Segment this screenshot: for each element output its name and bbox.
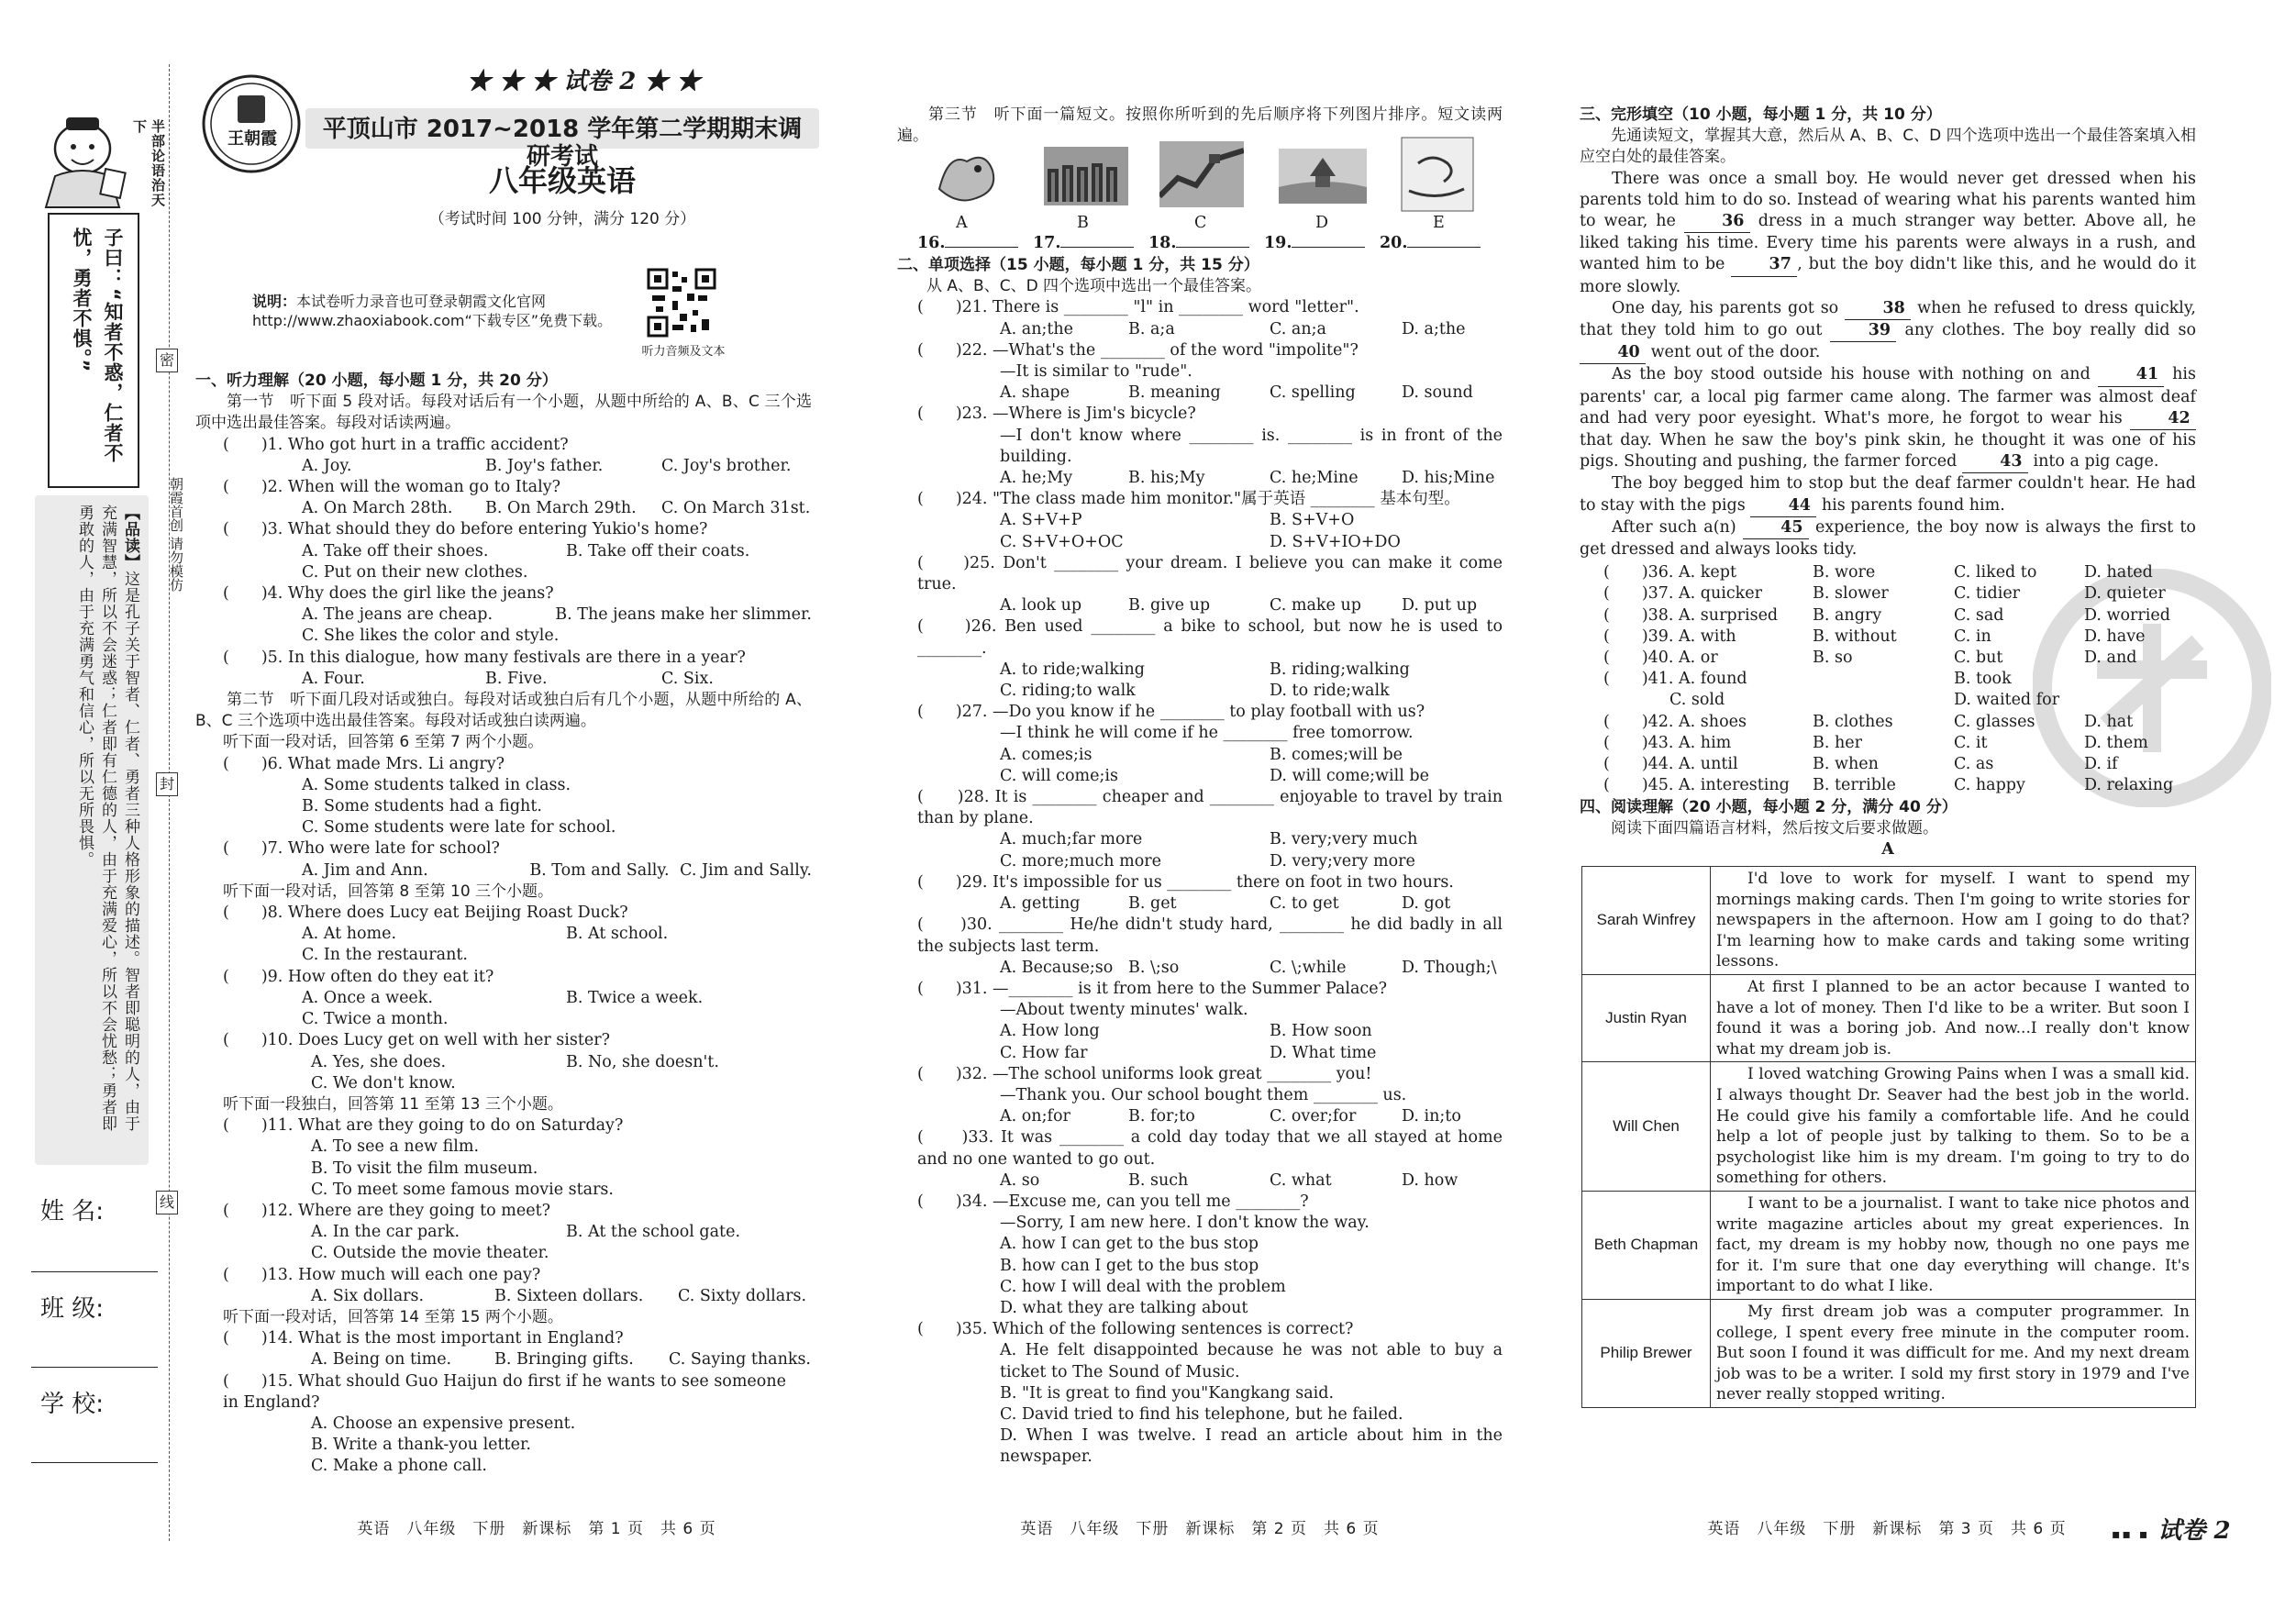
picture-label-d: D	[1315, 214, 1329, 232]
q6: ( )6. What made Mrs. Li angry?	[223, 754, 505, 773]
class-field[interactable]	[31, 1367, 158, 1368]
part4-title: 四、阅读理解（20 小题，每小题 2 分，满分 40 分）	[1580, 797, 1958, 816]
part1-s1-intro: 第一节 听下面 5 段对话。每段对话后有一个小题，从题中所给的 A、B、C 三个选项中选出最佳答案。每段对话读两遍。	[195, 393, 812, 433]
cloze-q45: ( )45. A. interesting B. terrible C. happy D. relaxing	[1603, 776, 2174, 795]
cloze-paragraph-3: As the boy stood outside his house with nothing on and 41 his parents' car, a local pig farmer came along. The farmer was almost deaf and had very poor eyesight. What's more, he forgot to wear his 42 that day. When he saw the boy's pink skin, he thought it was one of his pigs. Shouting and pushing, the farmer forced 43 into a pig cage.	[1580, 364, 2196, 473]
reading-table	[1581, 866, 2196, 1408]
picture-label-e: E	[1433, 214, 1445, 232]
table-row: Justin Ryan At first I planned to be an actor because I wanted to have a lot of money. Then I'd like to be a writer. But soon I found it was a boring job. And now...I really don't know what my dream job is.	[1582, 975, 2196, 1062]
q25: ( )25. Don't ________ your dream. I believe you can make it come true.	[917, 553, 1503, 594]
picture-b-terracotta-icon	[1044, 147, 1128, 205]
q26: ( )26. Ben used ________ a bike to school, but now he is used to ________.	[917, 617, 1503, 658]
cloze-blank-40[interactable]: 40	[1580, 342, 1646, 364]
part1-s3-intro: 第三节 听下面一篇短文。按照你所听到的先后顺序将下列图片排序。短文读两遍。	[897, 105, 1503, 146]
cloze-blank-44[interactable]: 44	[1750, 495, 1816, 517]
q1: ( )1. Who got hurt in a traffic accident?	[223, 435, 569, 454]
table-row: Sarah Winfrey I'd love to work for myself. I want to spend my mornings making cards. Then I'm going to write stories for newspapers in the afternoon. How am I going to do that? I'm learning how to make cards and taking some writing lessons.	[1582, 867, 2196, 975]
cloze-blank-41[interactable]: 41	[2098, 364, 2164, 386]
q24: ( )24. "The class made him monitor."属于英语 ________ 基本句型。	[917, 490, 1460, 509]
exam-title: 平顶山市 2017~2018 学年第二学期期末调研考试	[322, 116, 803, 171]
page-1	[188, 0, 812, 1597]
part2-grammar: 二、单项选择（15 小题，每小题 1 分，共 15 分） 从 A、B、C、D 四个选项中选出一个最佳答案。 ( )21. There is ________ "l" in ________ word "letter". A. an;the B. a;a C. an;a D. a;the ( )22. —What's the ________ of the word "impolite"? —It is similar to "rude". A. shape B. meaning C. spelling D. sound ( )23. —Where is Jim's bicycle? —I don't know where ________ is. ________ is in front of the building. A. he;My B. his;My C. he;Mine D. his;Mine ( )24. "The class made him monitor."属于英语 ________ 基本句型。 A. S+V+P B. S+V+O C. S+V+O+OC D. S+V+IO+DO ( )25. Don't ________ your dream. I believe you can make it come true. A. look up B. give up C. make up D. put up ( )26. Ben used ________ a bike to school, but now he is used to ________. A. to ride;walking B. riding;walking C. riding;to walk D. to ride;walk ( )27. —Do you know if he ________ to play football with us? —I think he will come if he ________ free tomorrow. A. comes;is B. comes;will be C. will come;is D. will come;will be ( )28. It is ________ cheaper and ________ enjoyable to travel by train than by plane. A. much;far more B. very;very much C. more;much more D. very;very more ( )29. It's impossible for us ________ there on foot in two hours. A. getting B. get C. to get D. got ( )30. ________ He/he didn't study hard, ________ he did badly in all the subjects last term. A. Because;so B. \;so C. \;while D. Though;\ ( )31. —________ is it from here to the Summer Palace? —About twenty minutes' walk. A. How long B. How soon C. How far D. What time ( )32. —The school uniforms look great ________ you! —Thank you. Our school bought them ________ us. A. on;for B. for;to C. over;for D. in;to ( )33. It was ________ a cold day today that we all stayed at home and no one wanted to go out. A. so B. such C. what D. how ( )34. —Excuse me, can you tell me ________? —Sorry, I am new here. I don't know the way. A. how I can get to the bus stop B. how can I get to the bus stop C. how I will deal with the problem D. what they are talking about ( )35. Which of the following sentences is correct? A. He felt disappointed because he was not able to buy a ticket to The Sound of Music. B. "It is great to find you"Kangkang said. C. David tried to find his telephone, but he failed. D. When I was twelve. I read an article about him in the newspaper.	[897, 255, 1507, 1469]
page-3	[1580, 0, 2231, 1597]
cloze-q41: ( )41. A. found B. took	[1603, 670, 2012, 689]
pindu-text: 这是孔子关于智者、仁者、勇者三种人格形象的描述。智者即聪明的人，由于充满智慧，所以不会迷惑；仁者即有仁德的人，由于充满爱心，所以不会忧愁；勇者即勇敢的人，由于充满勇气和信心，所以无所畏惧。	[75, 505, 139, 1132]
q2: ( )2. When will the woman go to Italy?	[223, 478, 560, 497]
cloze-q44: ( )44. A. until B. when C. as D. if	[1603, 755, 2118, 774]
blank-19[interactable]	[1292, 247, 1365, 248]
cloze-options	[1580, 562, 2196, 796]
picture-label-b: B	[1077, 214, 1089, 232]
part2-intro: 从 A、B、C、D 四个选项中选出一个最佳答案。	[926, 277, 1262, 296]
cloze-paragraph-1: There was once a small boy. He would never get dressed when his parents told him to do so. Instead of wearing what his parents wanted him to wear, he 36 dress in a much stranger way better. Above all, he liked taking his time. Every time his parents were always in a rush, and wanted him to be 37 , but the boy didn't like this, and he would do it more slowly.	[1580, 169, 2196, 296]
part3-cloze	[1580, 105, 2196, 1408]
quote-text: 子曰：“知者不惑，仁者不忧，勇者不惧。”	[71, 227, 124, 463]
cloze-blank-39[interactable]: 39	[1830, 320, 1896, 342]
blank-20[interactable]	[1407, 247, 1481, 248]
school-field[interactable]	[31, 1462, 158, 1463]
cloze-q40: ( )40. A. or B. so C. but D. and	[1603, 649, 2137, 668]
group-8-10: 听下面一段对话，回答第 8 至第 10 三个小题。	[223, 882, 554, 901]
cloze-paragraph-5: After such a(n) 45 experience, the boy now is always the first to get dressed and always looks tidy.	[1580, 517, 2196, 560]
seal-mi: 密	[156, 349, 178, 372]
cloze-blank-43[interactable]: 43	[1962, 451, 2028, 473]
cloze-blank-42[interactable]: 42	[2130, 408, 2196, 430]
seal-feng: 封	[156, 772, 178, 796]
page-2	[897, 0, 1507, 1597]
q23: ( )23. —Where is Jim's bicycle?	[917, 405, 1196, 424]
order-blanks: 16. 17. 18. 19. 20.	[917, 233, 1504, 254]
cloze-paragraph-2: One day, his parents got so 38 when he refused to dress quickly, that they told him to go out 39 any clothes. The boy really did so 40 went out of the door.	[1580, 298, 2196, 365]
exam-subtitle: 八年级英语	[488, 163, 636, 198]
q10: ( )10. Does Lucy get on well with her sister?	[223, 1031, 610, 1050]
q31: ( )31. —________ is it from here to the Summer Palace?	[917, 979, 1387, 998]
q7: ( )7. Who were late for school?	[223, 839, 500, 859]
table-row: Beth Chapman I want to be a journalist. I want to take nice photos and write magazine articles about my great experiences. In fact, my dream is my hobby now, though no one pays me for it. I'm sure that one day everything will change. It's important to do what I like.	[1582, 1192, 2196, 1300]
blank-16[interactable]	[945, 247, 1018, 248]
slogan: 半部论语治天下	[131, 119, 166, 207]
table-row: Philip Brewer My first dream job was a computer programmer. In college, I spent every free minute in the computer room. But soon I found it was difficult for me. And my next dream job was to be a writer. I sold my first story in 1979 and I've never really stopped writing.	[1582, 1299, 2196, 1407]
q8: ( )8. Where does Lucy eat Beijing Roast Duck?	[223, 904, 628, 923]
cloze-paragraph-4: The boy begged him to stop but the deaf farmer couldn't hear. He had to stay with the pigs 44 his parents found him.	[1580, 473, 2196, 516]
exam-badge: ★ ★ ★ 试卷 2 ★ ★	[467, 68, 701, 95]
blank-17[interactable]	[1060, 247, 1134, 248]
footer-page-3: 英语 八年级 下册 新课标 第 3 页 共 6 页	[1707, 1519, 2067, 1538]
q4: ( )4. Why does the girl like the jeans?	[223, 584, 554, 604]
q3: ( )3. What should they do before entering Yukio's home?	[223, 520, 708, 539]
blank-18[interactable]	[1176, 247, 1249, 248]
picture-label-a: A	[956, 214, 968, 232]
q21: ( )21. There is ________ "l" in ________ word "letter".	[917, 298, 1359, 317]
q11: ( )11. What are they going to do on Saturday?	[223, 1116, 624, 1136]
part3-title: 三、完形填空（10 小题，每小题 1 分，共 10 分）	[1580, 105, 1942, 124]
seal-xian: 线	[156, 1191, 178, 1214]
qr-code-icon[interactable]	[647, 268, 716, 338]
part4-intro: 阅读下面四篇语言材料，然后按文后要求做题。	[1611, 818, 1938, 837]
sidebar	[0, 0, 184, 1597]
part3-intro: 先通读短文，掌握其大意，然后从 A、B、C、D 四个选项中选出一个最佳答案填入相应空白处的最佳答案。	[1580, 127, 2196, 167]
q15: ( )15. What should Guo Haijun do first if he wants to see someone in England?	[223, 1371, 786, 1412]
picture-row	[930, 143, 1481, 235]
q28: ( )28. It is ________ cheaper and ________ enjoyable to travel by train than by plane.	[917, 788, 1503, 828]
footer-dots-icon: ▪▪ ▪	[2112, 1526, 2150, 1542]
picture-e-dragon-boat-icon	[1400, 136, 1475, 213]
cloze-blank-36[interactable]: 36	[1684, 211, 1750, 233]
group-14-15: 听下面一段对话，回答第 14 至第 15 两个小题。	[223, 1307, 563, 1326]
q34: ( )34. —Excuse me, can you tell me ________?	[917, 1192, 1309, 1211]
name-field[interactable]	[31, 1271, 158, 1272]
school-label: 学 校:	[40, 1391, 105, 1418]
cloze-blank-37[interactable]: 37	[1731, 254, 1797, 276]
passage-a-label: A	[1881, 839, 1894, 859]
part2-title: 二、单项选择（15 小题，每小题 1 分，共 15 分）	[897, 256, 1259, 274]
logo-seal-icon	[201, 73, 302, 174]
cloze-q39: ( )39. A. with B. without C. in D. have	[1603, 627, 2146, 646]
q35: ( )35. Which of the following sentences is correct?	[917, 1320, 1354, 1339]
part1-s2-intro: 第二节 听下面几段对话或独白。每段对话或独白后有几个小题，从题中所给的 A、B、C 三个选项中选出最佳答案。每段对话或独白读两遍。	[195, 691, 812, 731]
q13: ( )13. How much will each one pay?	[223, 1265, 541, 1284]
q29: ( )29. It's impossible for us ________ there on foot in two hours.	[917, 872, 1454, 892]
pindu-box	[35, 495, 149, 1165]
q30: ( )30. ________ He/he didn't study hard, ________ he did badly in all the subjects last term.	[917, 915, 1503, 956]
cloze-blank-38[interactable]: 38	[1845, 298, 1911, 320]
picture-label-c: C	[1194, 214, 1207, 232]
exam-header	[201, 68, 825, 264]
q27: ( )27. —Do you know if he ________ to play football with us?	[917, 703, 1425, 722]
cloze-q36: ( )36. A. kept B. wore C. liked to D. hated	[1603, 563, 2153, 582]
group-11-13: 听下面一段独白，回答第 11 至第 13 三个小题。	[223, 1094, 563, 1114]
part1-listening: 一、听力理解（20 小题，每小题 1 分，共 20 分） 第一节 听下面 5 段对话。每段对话后有一个小题，从题中所给的 A、B、C 三个选项中选出最佳答案。每段对话读两遍。 ( )1. Who got hurt in a traffic accident? A. Joy. B. Joy's father. C. Joy's brother. ( )2. When will the woman go to Italy? A. On March 28th. B. On March 29th. C. On March 31st. ( )3. What should they do before entering Yukio's home? A. Take off their shoes. B. Take off their coats. C. Put on their new clothes. ( )4. Why does the girl like the jeans? A. The jeans are cheap. B. The jeans make her slimmer. C. She likes the color and style. ( )5. In this dialogue, how many festivals are there in a year? A. Four. B. Five. C. Six. 第二节 听下面几段对话或独白。每段对话或独白后有几个小题，从题中所给的 A、B、C 三个选项中选出最佳答案。每段对话或独白读两遍。 听下面一段对话，回答第 6 至第 7 两个小题。 ( )6. What made Mrs. Li angry? A. Some students talked in class. B. Some students had a fight. C. Some students were late for school. ( )7. Who were late for school? A. Jim and Ann. B. Tom and Sally. C. Jim and Sally. 听下面一段对话，回答第 8 至第 10 三个小题。 ( )8. Where does Lucy eat Beijing Roast Duck? A. At home. B. At school. C. In the restaurant. ( )9. How often do they eat it? A. Once a week. B. Twice a week. C. Twice a month. ( )10. Does Lucy get on well with her sister? A. Yes, she does. B. No, she doesn't. C. We don't know. 听下面一段独白，回答第 11 至第 13 三个小题。 ( )11. What are they going to do on Saturday? A. To see a new film. B. To visit the film museum. C. To meet some famous movie stars. ( )12. Where are they going to meet? A. In the car park. B. At the school gate. C. Outside the movie theater. ( )13. How much will each one pay? A. Six dollars. B. Sixteen dollars. C. Sixty dollars. 听下面一段对话，回答第 14 至第 15 两个小题。 ( )14. What is the most important in England? A. Being on time. B. Bringing gifts. C. Saying thanks. ( )15. What should Guo Haijun do first if he wants to see someone in England? A. Choose an expensive present. B. Write a thank-you letter. C. Make a phone call.	[195, 372, 812, 1476]
name-label: 姓 名:	[40, 1198, 105, 1225]
table-row: Will Chen I loved watching Growing Pains when I was a small kid. I always thought Dr. Seaver had the best job in the world. He could give his family a comfortable life. And he could help a lot of people just by talking to them. So to be a psychologist like him is my dream. I'm going to try to do something for others.	[1582, 1062, 2196, 1192]
group-6-7: 听下面一段对话，回答第 6 至第 7 两个小题。	[223, 733, 544, 752]
q33: ( )33. It was ________ a cold day today that we all stayed at home and no one wanted to go out.	[917, 1128, 1503, 1169]
footer-page-2: 英语 八年级 下册 新课标 第 2 页 共 6 页	[1020, 1519, 1380, 1538]
cloze-q43: ( )43. A. him B. her C. it D. them	[1603, 733, 2148, 752]
footer-badge: ▪▪ ▪ 试卷 2	[2112, 1516, 2231, 1545]
class-label: 班 级:	[40, 1295, 105, 1323]
cloze-q38: ( )38. A. surprised B. angry C. sad D. worried	[1603, 605, 2170, 625]
picture-a-dragon-icon	[930, 143, 1002, 209]
q12: ( )12. Where are they going to meet?	[223, 1201, 550, 1220]
antique-note: 朝霞首创 请勿模仿	[168, 477, 184, 592]
picture-c-great-wall-icon	[1159, 141, 1244, 207]
cloze-q42: ( )42. A. shoes B. clothes C. glasses D. hat	[1603, 712, 2134, 731]
q32: ( )32. —The school uniforms look great ________ you!	[917, 1064, 1372, 1083]
q9: ( )9. How often do they eat it?	[223, 967, 494, 986]
part1-title: 一、听力理解（20 小题，每小题 1 分，共 20 分）	[195, 372, 558, 390]
note: 说明：本试卷听力录音也可登录朝霞文化官网 http://www.zhaoxiabook.com“下载专区”免费下载。	[252, 293, 613, 329]
q22: ( )22. —What's the ________ of the word "impolite"?	[917, 340, 1359, 360]
q14: ( )14. What is the most important in England?	[223, 1329, 624, 1348]
cloze-q37: ( )37. A. quicker B. slower C. tidier D. quieter	[1603, 584, 2166, 604]
confucius-cartoon-icon	[31, 112, 134, 211]
picture-d-palace-icon	[1279, 149, 1367, 204]
cloze-blank-45[interactable]: 45	[1743, 517, 1809, 539]
logo-text: 王朝霞	[227, 129, 277, 149]
quote-box	[48, 213, 139, 488]
q5: ( )5. In this dialogue, how many festivals are there in a year?	[223, 648, 746, 667]
pindu-title: 【品读】	[121, 505, 139, 571]
time-note: （考试时间 100 分钟，满分 120 分）	[428, 210, 696, 228]
qr-caption: 听力音频及文本	[641, 345, 726, 359]
footer-page-1: 英语 八年级 下册 新课标 第 1 页 共 6 页	[357, 1519, 716, 1538]
cloze-q41-b: C. sold D. waited for	[1669, 691, 2060, 710]
